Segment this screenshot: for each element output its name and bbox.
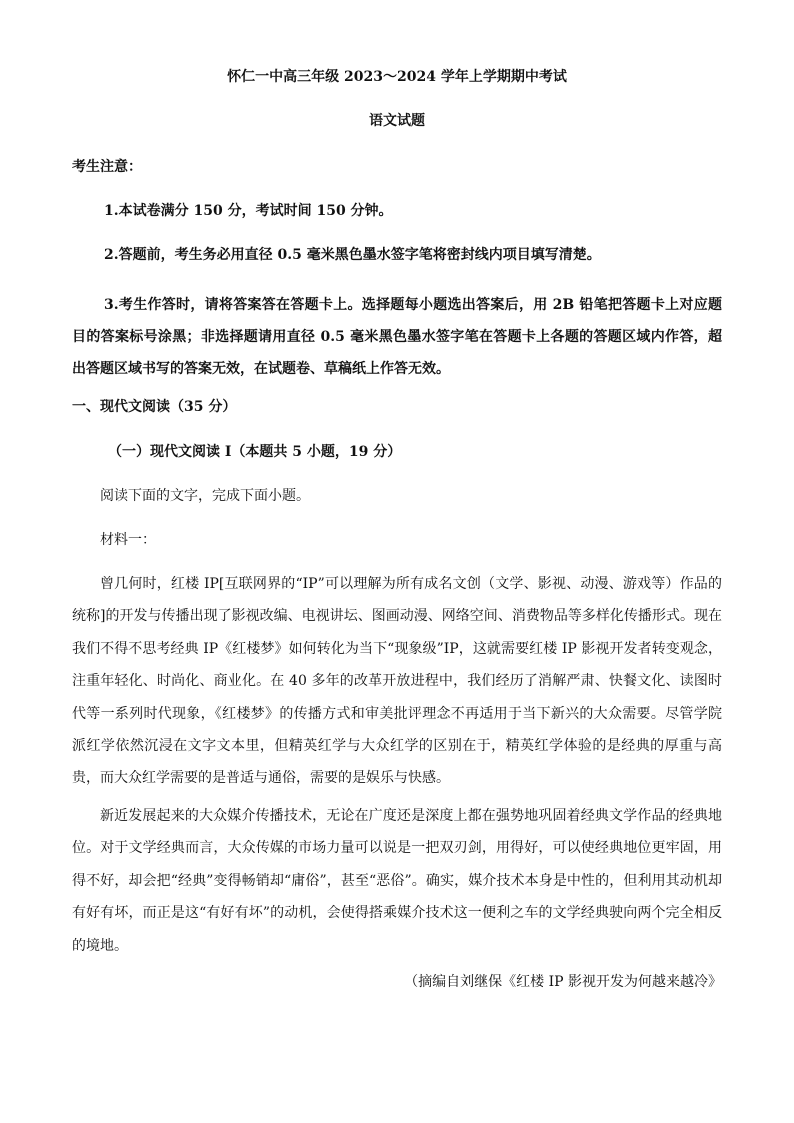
notice-item-1: 1.本试卷满分 150 分，考试时间 150 分钟。 bbox=[104, 203, 393, 219]
exam-page bbox=[72, 0, 722, 1123]
subsection-heading: （一）现代文阅读 I（本题共 5 小题，19 分） bbox=[108, 444, 402, 460]
reading-instruction: 阅读下面的文字，完成下面小题。 bbox=[100, 488, 310, 504]
section-heading: 一、现代文阅读（35 分） bbox=[72, 399, 237, 415]
notice-heading: 考生注意： bbox=[72, 159, 142, 175]
exam-title: 怀仁一中高三年级 2023～2024 学年上学期期中考试 bbox=[227, 69, 567, 85]
material-label: 材料一： bbox=[100, 532, 156, 548]
passage-paragraph-2: 新近发展起来的大众媒介传播技术，无论在广度还是深度上都在强势地巩固着经典文学作品的经典地位。对于文学经典而言，大众传媒的市场力量可以说是一把双刃剑，用得好，可以使经典地位更牢固，用得不好，却会把“经典”变得畅销却“庸俗”，甚至“恶俗”。确实，媒介技术本身是中性的，但利用其动机却有好有坏，而正是这“有好有坏”的动机，会使得搭乘媒介技术这一便利之车的文学经典驶向两个完全相反的境地。 bbox=[72, 808, 722, 954]
subject-title: 语文试题 bbox=[369, 113, 425, 129]
notice-item-3: 3.考生作答时，请将答案答在答题卡上。选择题每小题选出答案后，用 2B 铅笔把答题卡上对应题目的答案标号涂黑；非选择题请用直径 0.5 毫米黑色墨水签字笔在答题卡上各题的答题区域内作答，超出答题区域书写的答案无效，在试题卷、草稿纸上作答无效。 bbox=[72, 297, 722, 377]
notice-item-2: 2.答题前，考生务必用直径 0.5 毫米黑色墨水签字笔将密封线内项目填写清楚。 bbox=[104, 247, 601, 263]
source-citation: （摘编自刘继保《红楼 IP 影视开发为何越来越冷》 bbox=[404, 974, 722, 990]
passage-paragraph-1: 曾几何时，红楼 IP[互联网界的“IP”可以理解为所有成名文创（文学、影视、动漫、游戏等）作品的统称]的开发与传播出现了影视改编、电视讲坛、图画动漫、网络空间、消费物品等多样化传播形式。现在我们不得不思考经典 IP《红楼梦》如何转化为当下“现象级”IP，这就需要红楼 IP 影视开发者转变观念，注重年轻化、时尚化、商业化。在 40 多年的改革开放进程中，我们经历了消解严肃、快餐文化、读图时代等一系列时代现象，《红楼梦》的传播方式和审美批评理念不再适用于当下新兴的大众需要。尽管学院派红学依然沉浸在文字文本里，但精英红学与大众红学的区别在于，精英红学体验的是经典的厚重与高贵，而大众红学需要的是普适与通俗，需要的是娱乐与快感。 bbox=[72, 576, 722, 787]
